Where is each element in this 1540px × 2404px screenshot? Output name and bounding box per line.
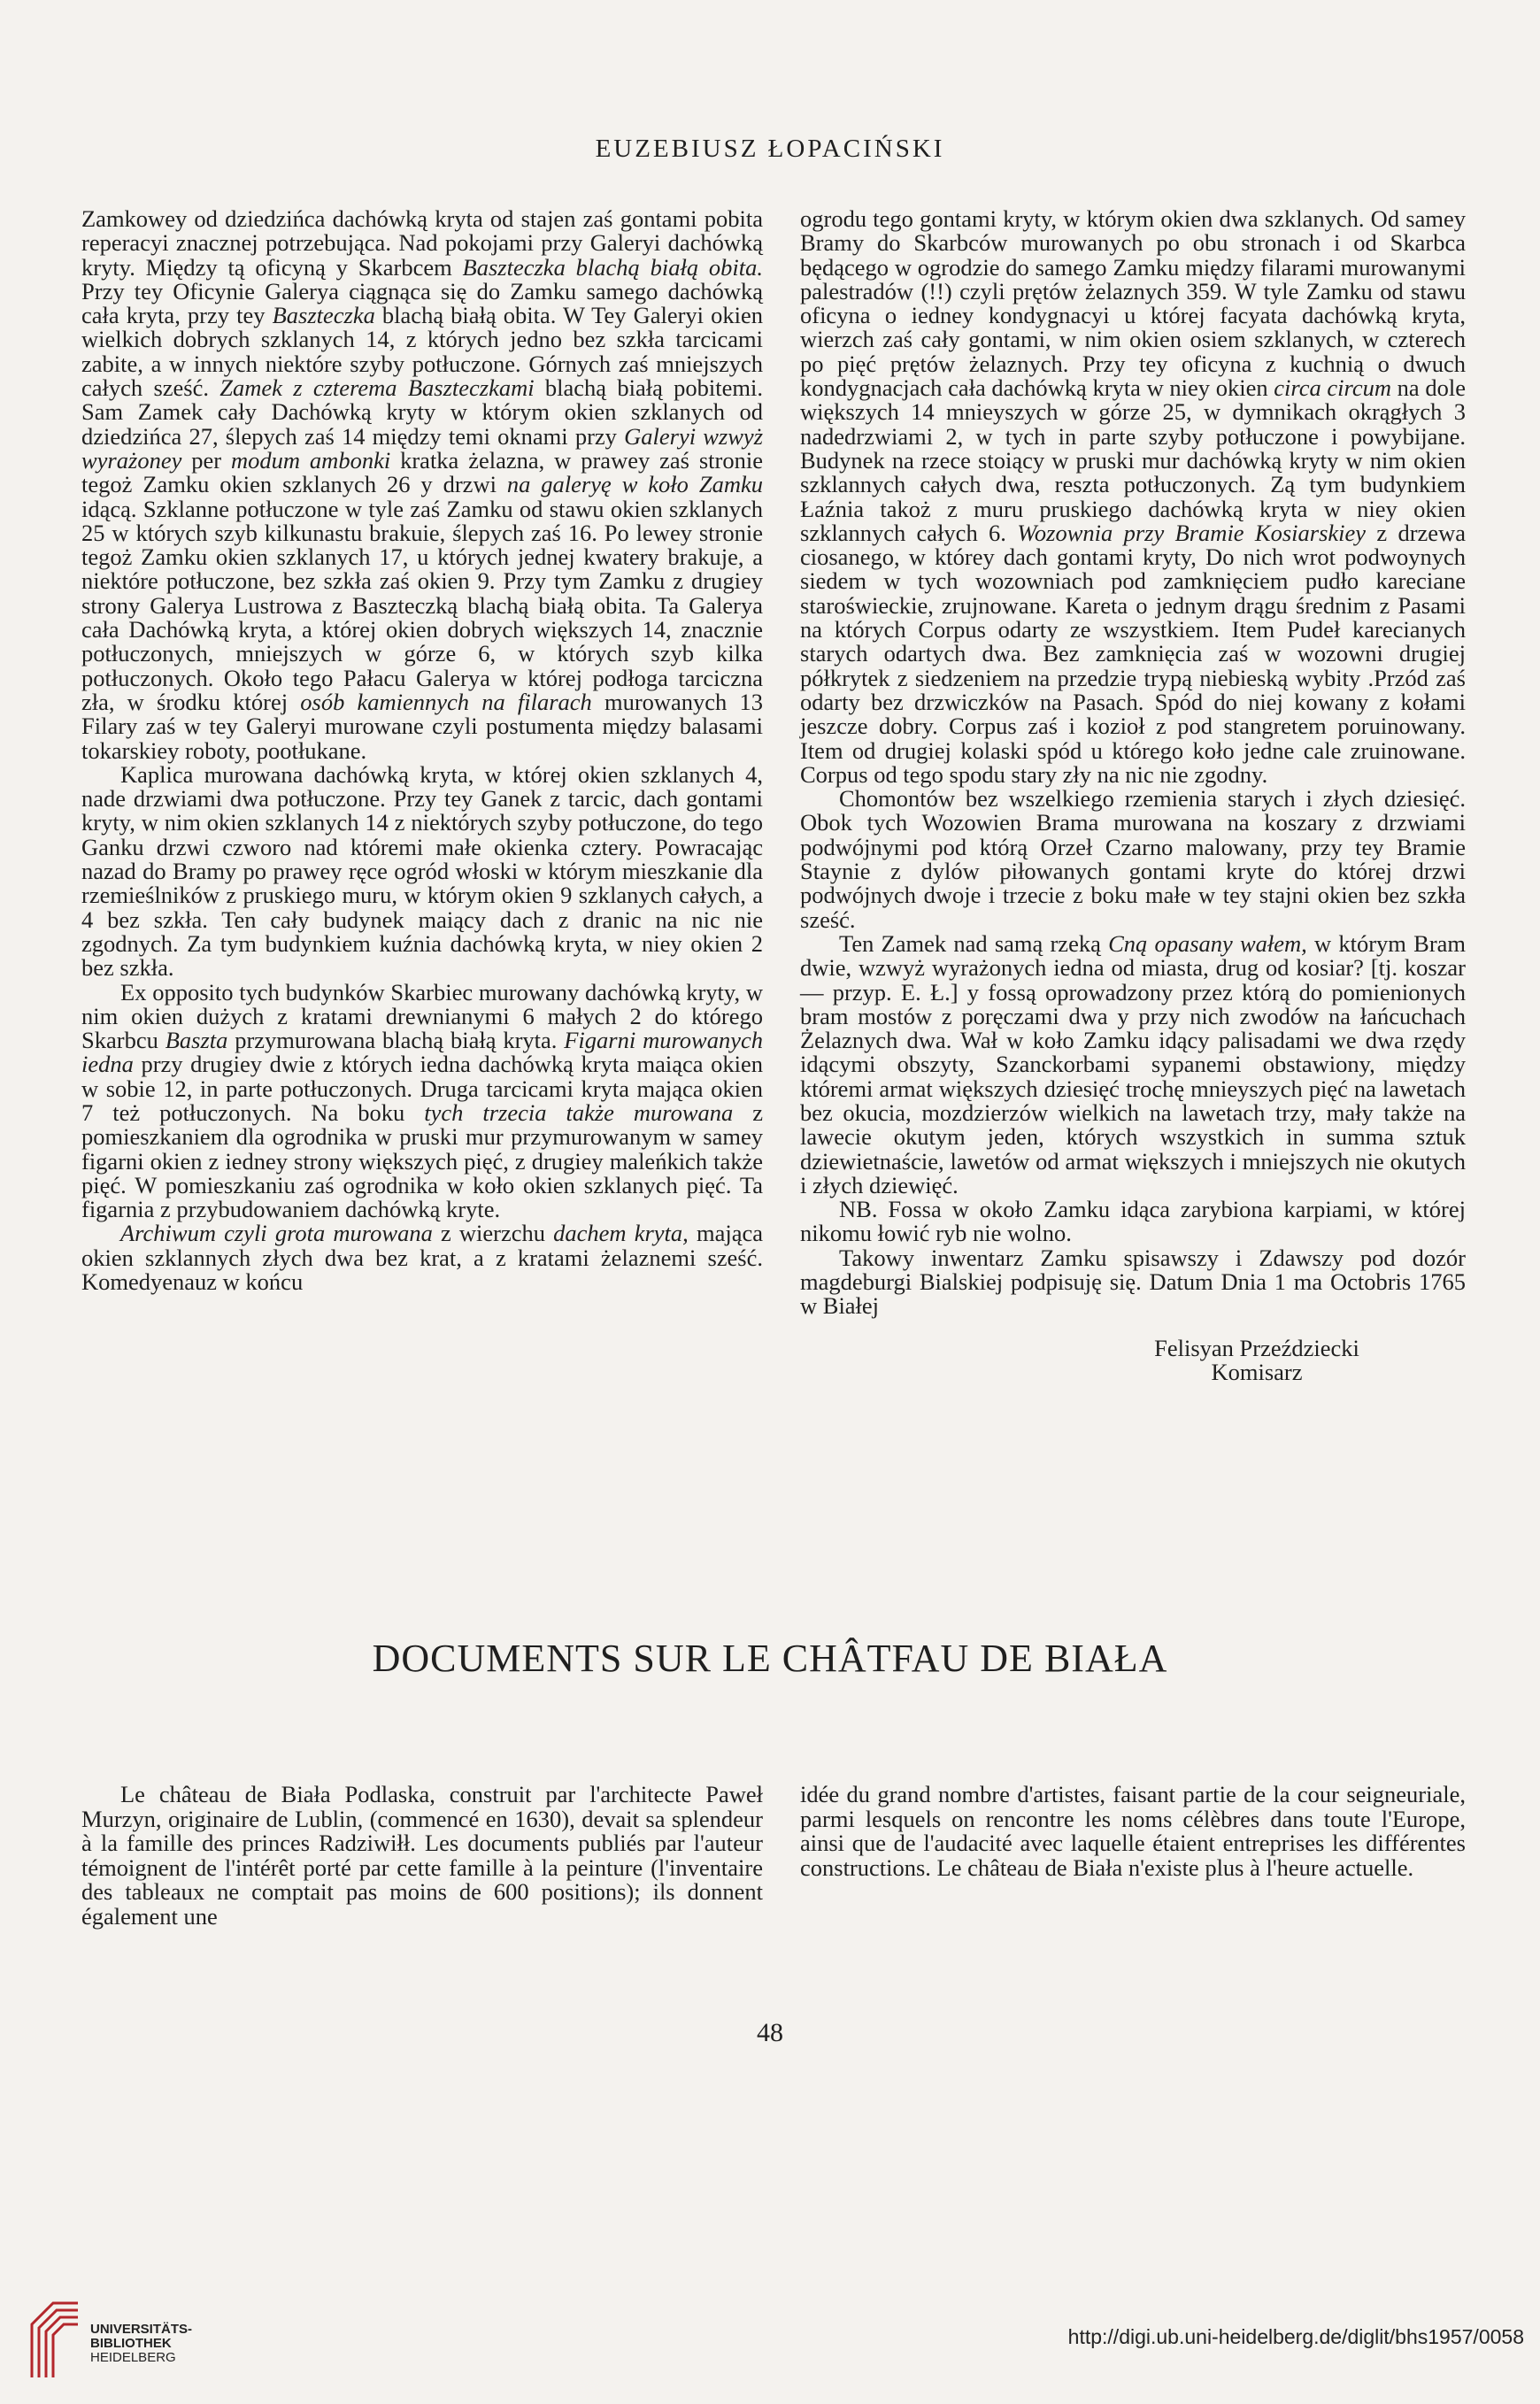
library-name-line: HEIDELBERG [90,2350,176,2365]
signature-block [1048,1334,1466,1385]
paragraph: Takowy inwentarz Zamku spisawszy i Zdawszy pod dozór magdeburgi Bialskiej podpisuję się. Datum Dnia 1 ma Octobris 1765 w Białej [800,1244,1466,1320]
paragraph: NB. Fossa w około Zamku idąca zarybiona karpiami, w której nikomu łowić ryb nie wolno. [800,1196,1466,1247]
paragraph: Archiwum czyli grota murowana z wierzchu dachem kryta, mająca okien szklannych złych dwa bez krat, a z kratami żelaznemi sześć. Komedyenauz w końcu [81,1220,763,1296]
signature-name: Felisyan Przeździecki [1154,1334,1359,1361]
library-name [90,2323,192,2365]
french-summary-left [81,1783,763,1930]
library-name-line: UNIVERSITÄTS- [90,2322,193,2337]
source-url-link[interactable]: http://digi.ub.uni-heidelberg.de/diglit/bhs1957/0058 [1067,2325,1524,2348]
paragraph: Le château de Biała Podlaska, construit par l'architecte Paweł Murzyn, originaire de Lublin, (commencé en 1630), devait sa splendeur à la famille des princes Radziwiłł. Les documents publiés par l'auteur témoignent de l'intérêt porté par cette famille à la peinture (l'inventaire des tableaux ne comptait pas moins de 600 positions); ils donnent également une [81,1781,763,1930]
paragraph: idée du grand nombre d'artistes, faisant partie de la cour seigneuriale, parmi lesquels on rencontre les noms célèbres dans toute l'Europe, ainsi que de l'audacité avec laquelle étaient entreprises les différentes constructions. Le château de Biała n'existe plus à l'heure actuelle. [800,1781,1466,1881]
page-number: 48 [757,2018,783,2047]
polish-text-right-column [800,207,1466,1384]
library-logo-icon [27,2289,83,2386]
paragraph: Ten Zamek nad samą rzeką Cną opasany wałem, w którym Bram dwie, wzwyż wyrażonych iedna od miasta, drug od kosiar? [tj. koszar — przyp. E. Ł.] y fossą oprowadzony przez którą do pomienionych bram mostów z poręczami dwa y przy nich zwodów na łańcuchach Żelaznych dwa. Wał w koło Zamku idący palisadami we dwa rzędy idącymi obszyty, Szanckorbami sypanemi obstawiony, między któremi armat większych dziesięć trochę mnieyszych pięć na lawetach bez okucia, mozdzierzów wielkich na lawetach trzy, mały także na lawecie okutym jeden, których wszystkich in summa sztuk dziewietnaście, lawetów od armat większych i mniejszych nie okutych i złych dziewięć. [800,929,1467,1198]
paragraph: Ex opposito tych budynków Skarbiec murowany dachówką kryty, w nim okien dużych z kratami drewnianymi 6 małych 2 do którego Skarbcu Baszta przymurowana blachą białą kryta. Figarni murowanych iedna przy drugiey dwie z których iedna dachówką kryta maiąca okien w sobie 12, in parte potłuczonych. Druga tarcicami kryta mająca okien 7 też potłuczonych. Na boku tych trzecia także murowana z pomieszkaniem dla ogrodnika w pruski mur przymurowanym w samey figarni okien z iedney strony większych pięć, z drugiey maleńkich także pięć. W pomieszkaniu zaś ogrodnika w koło okien szklanych pięć. Ta figarnia z przybudowaniem dachówką kryte. [81,978,764,1223]
section-title: DOCUMENTS SUR LE CHÂTFAU DE BIAŁA [372,1637,1168,1680]
polish-text-left-column [81,207,763,1294]
paragraph: ogrodu tego gontami kryty, w którym okien dwa szklanych. Od samey Bramy do Skarbców murowanych po obu stronach i od Skarbca będącego w ogrodzie do samego Zamku między filarami murowanymi palestradów (!!) czyli prętów żelaznych 359. W tyle Zamku od stawu oficyna o iedney kondygnacyi u której facyata dachówką kryta, wierzch zaś cały gontami, w nim okien osiem szklanych, w czterech po pięć prętów żelaznych. Przy tey oficyna z kuchnią o dwuch kondygnacjach cała dachówką kryta w niey okien circa circum na dole większych 14 mnieyszych w górze 25, w dymnikach okrągłych 3 nadedrzwiami 2, w tych in parte szyby potłuczone i powybijane. Budynek na rzece stoiący w pruski mur dachówką kryty w nim okien szklannych całych dwa, reszta potłuczonych. Zą tym budynkiem Łaźnia takoż z muru pruskiego dachówką kryta w niey okien szklannych całych 6. Wozownia przy Bramie Kosiarskiey z drzewa ciosanego, w którey dach gontami kryty, Do nich wrot podwoynych siedem w tych wozowniach pod zamknięciem pudło kareciane staroświeckie, zrujnowane. Kareta o jednym drągu średnim z Pasami na których Corpus odarty ze wszystkiem. Item Pudeł karecianych starych odartych dwa. Bez zamknięcia zaś w wozowni drugiej półkrytek z siedzeniem na przedzie trypą niebieską wybity .Przód zaś odarty bez drzwiczków na Pasach. Spód do niej kowany z kołami jeszcze dobry. Corpus zaś i kozioł z pod stangretem poruinowany. Item od drugiej kolaski spód u którego koło jedne cale zruinowane. Corpus od tego spodu stary zły na nic nie zgodny. [800,205,1466,788]
library-name-line: BIBLIOTHEK [90,2336,172,2351]
paragraph: Chomontów bez wszelkiego rzemienia starych i złych dziesięć. Obok tych Wozowien Brama murowana na koszary z drzwiami podwójnymi pod którą Orzeł Czarno malowany, przy tey Bramie Staynie z dylów piłowanych gontami kryte do której drzwi podwójnych dwoje i trzecie z boku małe w tey stajni okien bez szkła sześć. [800,785,1466,933]
signature-role: Komisarz [1211,1358,1303,1385]
paragraph: Zamkowey od dziedzińca dachówką kryta od stajen zaś gontami pobita reperacyi znacznej potrzebująca. Nad pokojami przy Galeryi dachówką kryty. Między tą oficyną y Skarbcem Baszteczka blachą białą obita. Przy tey Oficynie Galerya ciągnąca się do Zamku samego dachówką cała kryta, przy tey Baszteczka blachą białą obita. W Tey Galeryi okien wielkich dobrych szklanych 14, z których jedno bez szkła tarcicami zabite, a w innych niektóre szyby potłuczone. Górnych zaś mniejszych całych sześć. Zamek z czterema Baszteczkami blachą białą pobitemi. Sam Zamek cały Dachówką kryty w którym okien szklanych od dziedzińca 27, ślepych zaś 14 między temi oknami przy Galeryi wzwyż wyrażoney per modum ambonki kratka żelazna, w prawey zaś stronie tegoż Zamku okien szklanych 26 y drzwi na galeryę w koło Zamku idącą. Szklanne potłuczone w tyle zaś Zamku od stawu okien szklanych 25 w których szyb kilkunastu brakuie, ślepych zaś 16. Po lewey stronie tegoż Zamku okien szklanych 17, u których jednej kwatery brakuje, a niektóre potłuczone, bez szkła zaś okien 9. Przy tym Zamku z drugiey strony Galerya Lustrowa z Baszteczką blachą białą obita. Ta Galerya cała Dachówką kryta, a której okien dobrych większych 14, znacznie potłuczonych, mniejszych w górze 6, w których szyb kilka potłuczonych. Około tego Pałacu Galerya w której podłoga tarciczna zła, w środku której osób kamiennych na filarach murowanych 13 Filary zaś w tey Galeryi murowane czyli postumenta między balasami tokarskiey roboty, pootłukane. [81,205,764,764]
running-head: EUZEBIUSZ ŁOPACIŃSKI [595,135,945,163]
french-summary-right [800,1783,1466,1880]
paragraph: Kaplica murowana dachówką kryta, w której okien szklanych 4, nade drzwiami dwa potłuczone. Przy tey Ganek z tarcic, dach gontami kryty, w nim okien szklanych 14 z niektórych szyby potłuczone, do tego Ganku drzwi czworo nad któremi małe okienka cztery. Powracając nazad do Bramy po prawey ręce ogród włoski w którym mieszkanie dla rzemieślników z pruskiego muru, w którym okien 9 szklanych całych, a 4 bez szkła. Ten cały budynek maiący dach z dranic na nic nie zgodnych. Za tym budynkiem kuźnia dachówką kryta, w niey okien 2 bez szkła. [81,760,763,982]
